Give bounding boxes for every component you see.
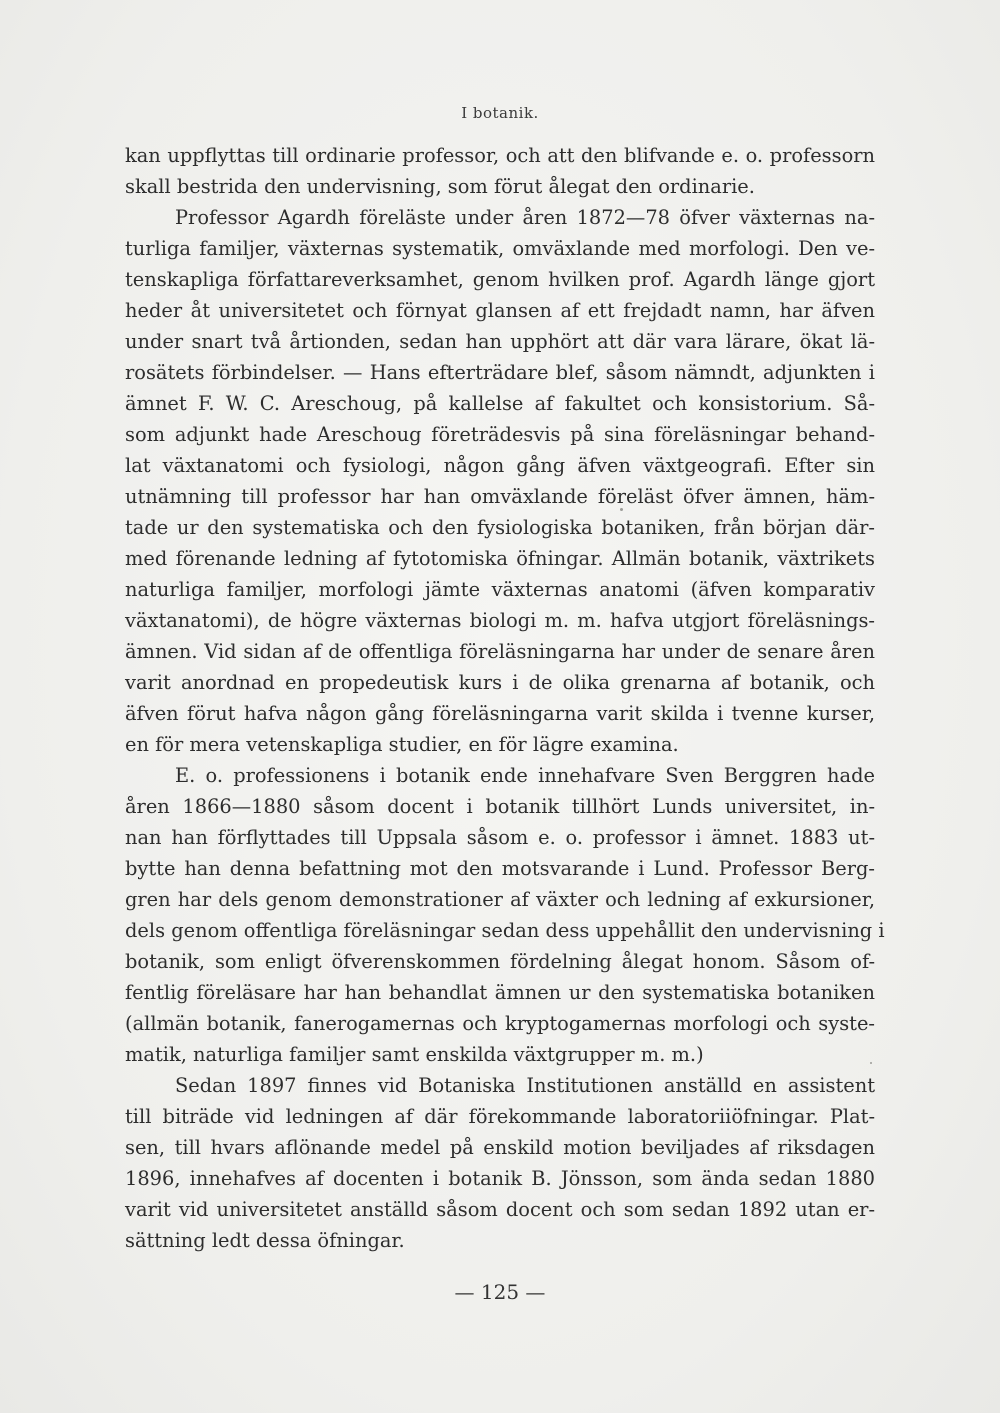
text-line: rosätets förbindelser. — Hans efterträdare blef, såsom nämndt, adjunkten i <box>125 361 875 384</box>
page-number: — 125 — <box>454 1280 546 1304</box>
text-line: Professor Agardh föreläste under åren 1872—78 öfver växternas na- <box>175 206 875 229</box>
text-line: varit vid universitetet anställd såsom docent och som sedan 1892 utan er- <box>125 1198 875 1221</box>
text-line: nan han förflyttades till Uppsala såsom e. o. professor i ämnet. 1883 ut- <box>125 826 875 849</box>
text-line: E. o. professionens i botanik ende innehafvare Sven Berggren hade <box>175 764 875 787</box>
text-line: under snart två årtionden, sedan han upphört att där vara lärare, ökat lä- <box>125 330 875 353</box>
text-line: kan uppflyttas till ordinarie professor, och att den blifvande e. o. professorn <box>125 144 875 167</box>
text-line: till biträde vid ledningen af där förekommande laboratoriiöfningar. Plat- <box>125 1105 875 1128</box>
text-line: naturliga familjer, morfologi jämte växternas anatomi (äfven komparativ <box>125 578 875 601</box>
text-line: med förenande ledning af fytotomiska öfningar. Allmän botanik, växtrikets <box>125 547 875 570</box>
text-line: som adjunkt hade Areschoug företrädesvis på sina föreläsningar behand- <box>125 423 875 446</box>
text-line: matik, naturliga familjer samt enskilda växtgrupper m. m.) <box>125 1043 704 1066</box>
text-line: ämnen. Vid sidan af de offentliga föreläsningarna har under de senare åren <box>125 640 875 663</box>
text-line: turliga familjer, växternas systematik, omväxlande med morfologi. Den ve- <box>125 237 875 260</box>
text-line: varit anordnad en propedeutisk kurs i de olika grenarna af botanik, och <box>125 671 875 694</box>
text-line: bytte han denna befattning mot den motsvarande i Lund. Professor Berg- <box>125 857 875 880</box>
text-line: dels genom offentliga föreläsningar sedan dess uppehållit den undervisning i <box>125 919 885 942</box>
text-line: sen, till hvars aflönande medel på enskild motion beviljades af riksdagen <box>125 1136 875 1159</box>
paper-speck <box>870 1062 872 1064</box>
text-line: utnämning till professor har han omväxlande föreläst öfver ämnen, häm- <box>125 485 875 508</box>
text-line: skall bestrida den undervisning, som förut ålegat den ordinarie. <box>125 175 755 198</box>
text-line: tade ur den systematiska och den fysiologiska botaniken, från början där- <box>125 516 875 539</box>
text-line: (allmän botanik, fanerogamernas och kryptogamernas morfologi och syste- <box>125 1012 875 1035</box>
text-line: tenskapliga författareverksamhet, genom hvilken prof. Agardh länge gjort <box>125 268 875 291</box>
text-line: heder åt universitetet och förnyat glansen af ett frejdadt namn, har äfven <box>125 299 875 322</box>
text-line: en för mera vetenskapliga studier, en för lägre examina. <box>125 733 679 756</box>
text-line: ämnet F. W. C. Areschoug, på kallelse af fakultet och konsistorium. Så- <box>125 392 875 415</box>
text-line: gren har dels genom demonstrationer af växter och ledning af exkursioner, <box>125 888 875 911</box>
text-line: fentlig föreläsare har han behandlat ämnen ur den systematiska botaniken <box>125 981 875 1004</box>
text-line: Sedan 1897 finnes vid Botaniska Institutionen anställd en assistent <box>175 1074 875 1097</box>
text-line: lat växtanatomi och fysiologi, någon gång äfven växtgeografi. Efter sin <box>125 454 875 477</box>
running-head: I botanik. <box>461 104 539 122</box>
text-line: äfven förut hafva någon gång föreläsningarna varit skilda i tvenne kurser, <box>125 702 875 725</box>
text-line: sättning ledt dessa öfningar. <box>125 1229 405 1252</box>
text-line: åren 1866—1880 såsom docent i botanik tillhört Lunds universitet, in- <box>125 795 875 818</box>
text-line: 1896, innehafves af docenten i botanik B. Jönsson, som ända sedan 1880 <box>125 1167 875 1190</box>
paper-speck <box>620 508 623 511</box>
text-line: botanik, som enligt öfverenskommen fördelning ålegat honom. Såsom of- <box>125 950 875 973</box>
text-line: växtanatomi), de högre växternas biologi m. m. hafva utgjort föreläsnings- <box>125 609 875 632</box>
